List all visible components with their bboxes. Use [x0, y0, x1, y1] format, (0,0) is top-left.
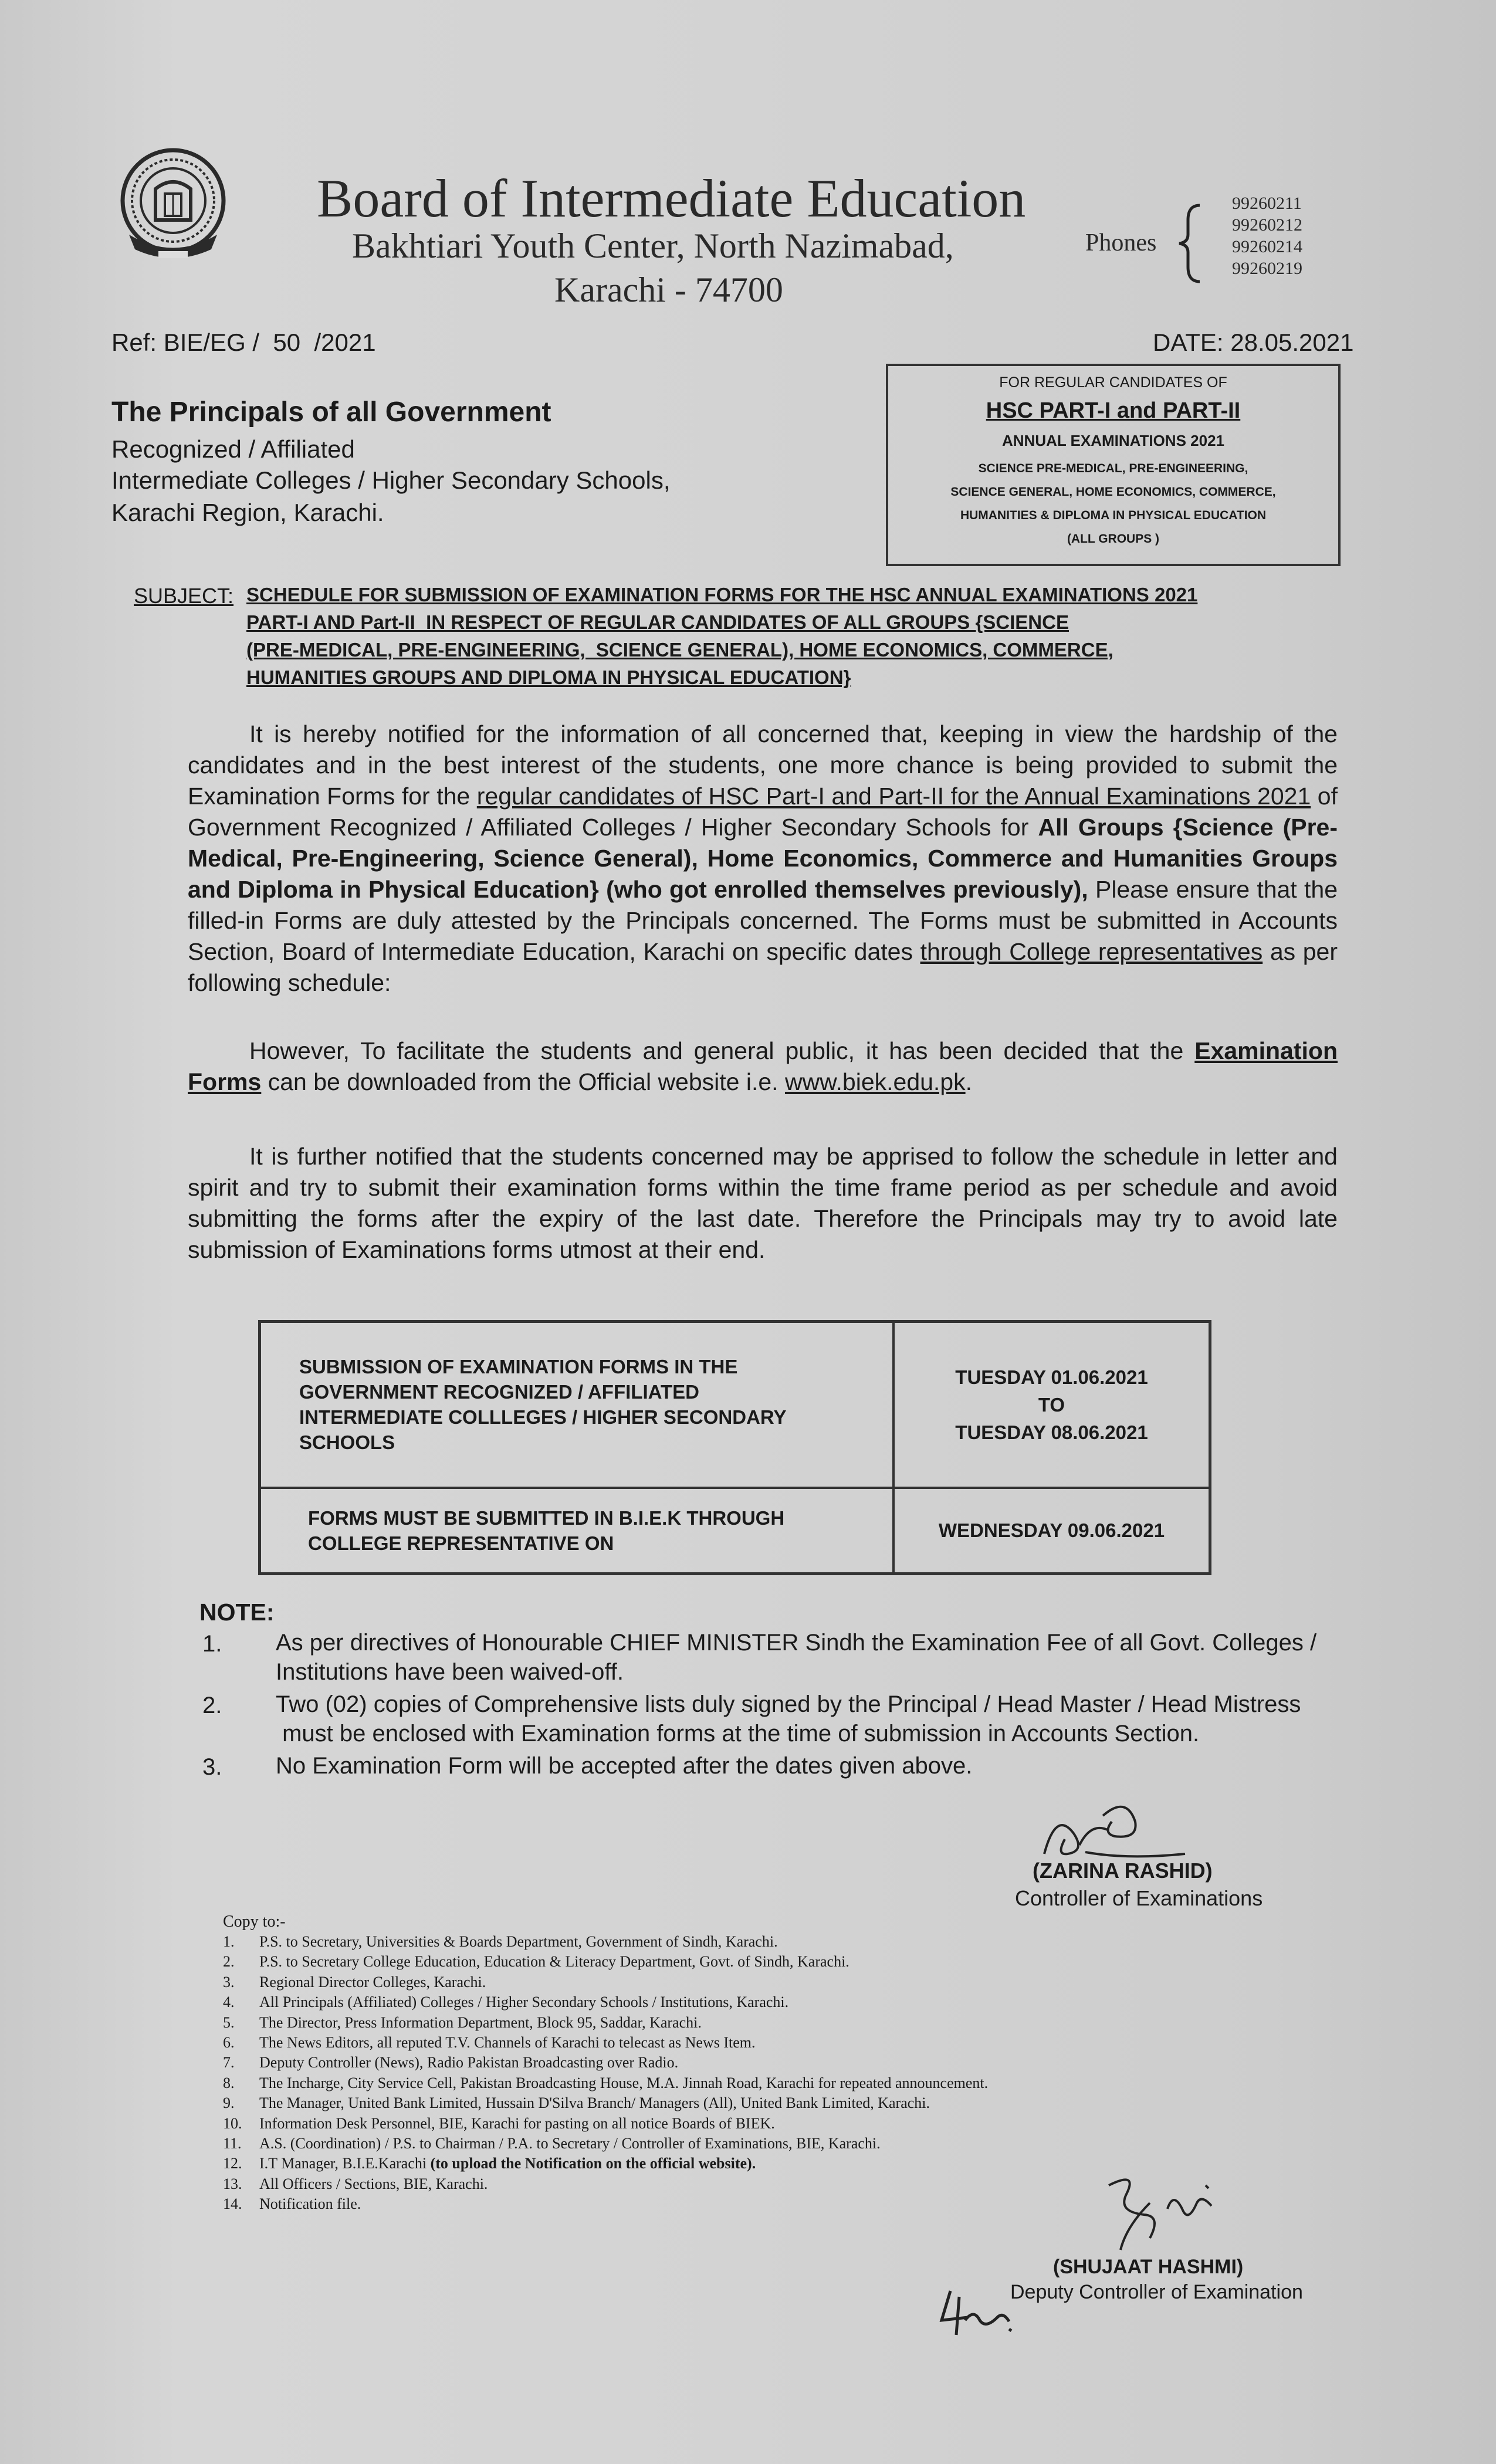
note-line: Institutions have been waived-off.: [276, 1659, 624, 1685]
para-text: of Government Recognized / Affiliated Colleges / Higher Secondary Schools for: [188, 783, 1338, 841]
para-text: .: [965, 1068, 973, 1095]
box-line: HUMANITIES & DIPLOMA IN PHYSICAL EDUCATION: [960, 509, 1267, 522]
website-link[interactable]: www.biek.edu.pk: [784, 1068, 966, 1095]
phone-number: 99260214: [1232, 237, 1302, 256]
list-item: 4. All Principals (Affiliated) Colleges / Higher Secondary Schools / Institutions, Karachi.: [223, 1993, 789, 2011]
cell-line: COLLEGE REPRESENTATIVE ON: [308, 1532, 614, 1554]
subject-line: (PRE-MEDICAL, PRE-ENGINEERING, SCIENCE GENERAL), HOME ECONOMICS, COMMERCE,: [246, 639, 1113, 661]
subject-text: [246, 581, 1267, 691]
subject-line: PART-I AND Part-II IN RESPECT OF REGULAR CANDIDATES OF ALL GROUPS {SCIENCE: [246, 611, 1069, 633]
table-row: [260, 1488, 1210, 1574]
para-underlined-text: regular candidates of HSC Part-I and Part-II for the Annual Examinations 2021: [476, 783, 1311, 810]
addressee-line: Karachi Region, Karachi.: [111, 499, 384, 526]
note-line: As per directives of Honourable CHIEF MINISTER Sindh the Examination Fee of all Govt. Colleges /: [276, 1630, 1317, 1656]
copy-to-list: [223, 1932, 988, 2215]
note-text: [276, 1690, 1332, 1748]
addressee-line: Recognized / Affiliated: [111, 435, 355, 463]
note-line: No Examination Form will be accepted after the dates given above.: [276, 1753, 973, 1779]
note-line: Two (02) copies of Comprehensive lists duly signed by the Principal / Head Master / Head Mistress: [276, 1691, 1301, 1717]
cell-line: SUBMISSION OF EXAMINATION FORMS IN THE: [299, 1356, 738, 1378]
para-text: Please ensure that the filled-in Forms are duly attested by the Principals concerned. The Forms must be submitted in Accounts Section, Board of Intermediate Education, Karachi on specific dates: [188, 876, 1338, 965]
list-item: 3. Regional Director Colleges, Karachi.: [223, 1973, 486, 1991]
initials-icon: [933, 2285, 1021, 2341]
para-text: as per following schedule:: [188, 938, 1338, 996]
note-number: 2.: [202, 1693, 222, 1718]
box-heading: HSC PART-I and PART-II: [986, 398, 1241, 423]
signature-icon: [1033, 1798, 1197, 1869]
list-item: 8. The Incharge, City Service Cell, Pakistan Broadcasting House, M.A. Jinnah Road, Karachi for repeated announcement.: [223, 2074, 989, 2091]
list-item: 9. The Manager, United Bank Limited, Hussain D'Silva Branch/ Managers (All), United Bank Limited, Karachi.: [223, 2094, 930, 2112]
board-address-line2: Karachi - 74700: [554, 270, 783, 309]
copy-to-label: Copy to:-: [223, 1913, 286, 1931]
reference-number: Ref: BIE/EG / 50 /2021: [111, 329, 376, 356]
cell-line: GOVERNMENT RECOGNIZED / AFFILIATED: [299, 1381, 699, 1403]
note-text: [276, 1751, 1332, 1781]
note-title: NOTE:: [199, 1599, 275, 1626]
list-item: 6. The News Editors, all reputed T.V. Channels of Karachi to telecast as News Item.: [223, 2034, 756, 2052]
paragraph-download: [188, 1035, 1338, 1098]
para-underlined-text: through College representatives: [920, 938, 1263, 965]
phone-number: 99260219: [1232, 259, 1302, 278]
schedule-description-cell: [260, 1322, 894, 1488]
signatory-name: (ZARINA RASHID): [1033, 1859, 1213, 1883]
box-line: SCIENCE PRE-MEDICAL, PRE-ENGINEERING,: [978, 462, 1248, 475]
para-bold-text: All Groups {Science (Pre-Medical, Pre-Engineering, Science General), Home Economics, Commerce and Humanities Groups and Diploma in Physical Education} (who got enrolled themselves previously),: [188, 814, 1338, 903]
paragraph-notification: [188, 719, 1338, 999]
schedule-date-cell: [893, 1322, 1210, 1488]
cell-line: TO: [1038, 1393, 1065, 1416]
paragraph-schedule-follow: [188, 1141, 1338, 1265]
subject-line: SCHEDULE FOR SUBMISSION OF EXAMINATION FORMS FOR THE HSC ANNUAL EXAMINATIONS 2021: [246, 584, 1198, 605]
list-item: 1. P.S. to Secretary, Universities & Boards Department, Government of Sindh, Karachi.: [223, 1933, 778, 1950]
list-item: 2. P.S. to Secretary College Education, Education & Literacy Department, Govt. of Sindh, Karachi.: [223, 1953, 849, 1971]
note-text: [276, 1628, 1332, 1687]
para-text: It is hereby notified for the information of all concerned that, keeping in view the hardship of the candidates and in the best interest of the students, one more chance is being provided to submit the Examination Forms for the: [188, 720, 1338, 810]
list-item: 12. I.T Manager, B.I.E.Karachi (to upload the Notification on the official website).: [223, 2155, 756, 2172]
list-item: 10. Information Desk Personnel, BIE, Karachi for pasting on all notice Boards of BIEK.: [223, 2114, 775, 2132]
list-item: 13. All Officers / Sections, BIE, Karachi.: [223, 2175, 488, 2192]
cell-line: SCHOOLS: [299, 1431, 395, 1454]
para-text: It is further notified that the students concerned may be apprised to follow the schedule in letter and spirit and try to submit their examination forms within the time frame period as per schedule and avoid submitting the forms after the expiry of the last date. Therefore the Principals may try to avoid late submission of Examinations forms utmost at their end.: [188, 1143, 1338, 1263]
box-line: (ALL GROUPS ): [1067, 532, 1160, 546]
schedule-date-cell: [893, 1488, 1210, 1574]
subject-line: HUMANITIES GROUPS AND DIPLOMA IN PHYSICAL EDUCATION}: [246, 666, 851, 688]
para-bold-text: Examination Forms: [188, 1037, 1338, 1095]
cell-line: TUESDAY 01.06.2021: [955, 1366, 1148, 1388]
note-line: must be enclosed with Examination forms at the time of submission in Accounts Section.: [276, 1721, 1200, 1747]
signature-icon: [1085, 2168, 1226, 2256]
box-line: ANNUAL EXAMINATIONS 2021: [1002, 432, 1224, 449]
cell-line: FORMS MUST BE SUBMITTED IN B.I.E.K THROUGH: [308, 1507, 785, 1529]
phone-number: 99260212: [1232, 215, 1302, 235]
subject-label: SUBJECT:: [134, 584, 234, 608]
box-line: FOR REGULAR CANDIDATES OF: [999, 374, 1227, 391]
board-address-line1: Bakhtiari Youth Center, North Nazimabad,: [352, 226, 954, 265]
box-line: SCIENCE GENERAL, HOME ECONOMICS, COMMERCE,: [950, 485, 1276, 499]
cell-line: TUESDAY 08.06.2021: [955, 1421, 1148, 1443]
addressee-title: The Principals of all Government: [111, 397, 551, 428]
letter-date: DATE: 28.05.2021: [1153, 329, 1354, 356]
addressee-line: Intermediate Colleges / Higher Secondary Schools,: [111, 466, 671, 494]
para-text: However, To facilitate the students and general public, it has been decided that the: [249, 1037, 1195, 1064]
box-groups: [888, 457, 1338, 551]
signatory-title: Deputy Controller of Examination: [1010, 2281, 1303, 2303]
para-text: can be downloaded from the Official website i.e.: [261, 1068, 785, 1095]
table-row: [260, 1322, 1210, 1488]
signatory-title: Controller of Examinations: [1015, 1886, 1263, 1910]
brace-icon: [1173, 202, 1209, 285]
phone-numbers: [1232, 192, 1302, 279]
phone-number: 99260211: [1232, 194, 1302, 213]
signatory-name: (SHUJAAT HASHMI): [1053, 2256, 1244, 2278]
board-name: Board of Intermediate Education: [317, 168, 1026, 228]
cell-line: WEDNESDAY 09.06.2021: [938, 1519, 1165, 1542]
board-emblem-icon: [114, 147, 232, 270]
note-number: 3.: [202, 1754, 222, 1780]
schedule-description-cell: [260, 1488, 894, 1574]
phones-label: Phones: [1085, 229, 1157, 256]
list-item: 5. The Director, Press Information Department, Block 95, Saddar, Karachi.: [223, 2013, 702, 2031]
list-item: 14. Notification file.: [223, 2195, 361, 2213]
schedule-table: [258, 1320, 1211, 1575]
list-item: 7. Deputy Controller (News), Radio Pakistan Broadcasting over Radio.: [223, 2054, 679, 2072]
candidates-box: [886, 364, 1341, 566]
note-number: 1.: [202, 1631, 222, 1657]
list-item: 11. A.S. (Coordination) / P.S. to Chairman / P.A. to Secretary / Controller of Examinations, BIE, Karachi.: [223, 2135, 881, 2152]
cell-line: INTERMEDIATE COLLLEGES / HIGHER SECONDARY: [299, 1406, 787, 1429]
